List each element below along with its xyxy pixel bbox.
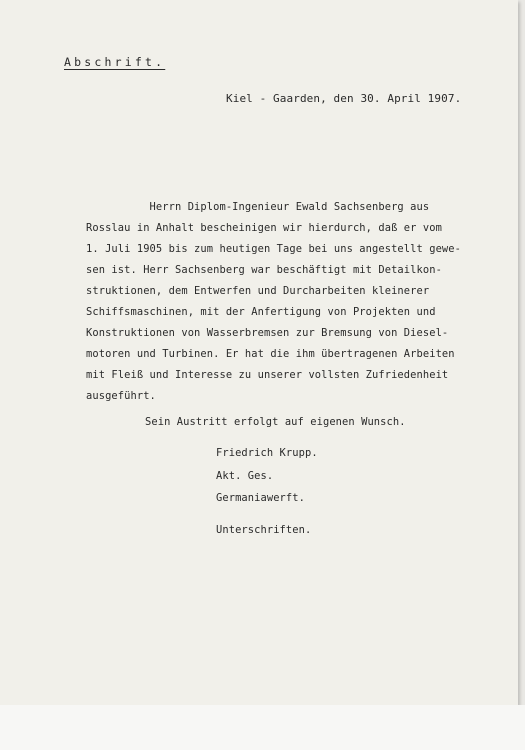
- paragraph-line: ausgeführt.: [86, 390, 156, 402]
- date-line: Kiel - Gaarden, den 30. April 1907.: [226, 92, 462, 105]
- paragraph-line: mit Fleiß und Interesse zu unserer vollsten Zufriedenheit: [86, 369, 449, 381]
- background-strip: [0, 705, 525, 750]
- paragraph-line: sen ist. Herr Sachsenberg war beschäftigt mit Detailkon-: [86, 264, 442, 276]
- signature-company-type: Akt. Ges.: [216, 470, 274, 482]
- paragraph-line: Konstruktionen von Wasserbremsen zur Bremsung von Diesel-: [86, 327, 449, 339]
- document-title: Abschrift.: [64, 55, 166, 69]
- paragraph-line: struktionen, dem Entwerfen und Durcharbeiten kleinerer: [86, 285, 430, 297]
- signature-company-division: Germaniawerft.: [216, 492, 305, 504]
- paragraph-line: Schiffsmaschinen, mit der Anfertigung von Projekten und: [86, 306, 436, 318]
- signatures-note: Unterschriften.: [216, 524, 312, 536]
- closing-line: Sein Austritt erfolgt auf eigenen Wunsch.: [145, 416, 406, 428]
- paragraph-line: Herrn Diplom-Ingenieur Ewald Sachsenberg aus: [86, 201, 430, 213]
- paragraph-line: 1. Juli 1905 bis zum heutigen Tage bei uns angestellt gewe-: [86, 243, 461, 255]
- paragraph-line: motoren und Turbinen. Er hat die ihm übertragenen Arbeiten: [86, 348, 455, 360]
- paragraph-line: Rosslau in Anhalt bescheinigen wir hierdurch, daß er vom: [86, 222, 442, 234]
- signature-company: Friedrich Krupp.: [216, 447, 318, 459]
